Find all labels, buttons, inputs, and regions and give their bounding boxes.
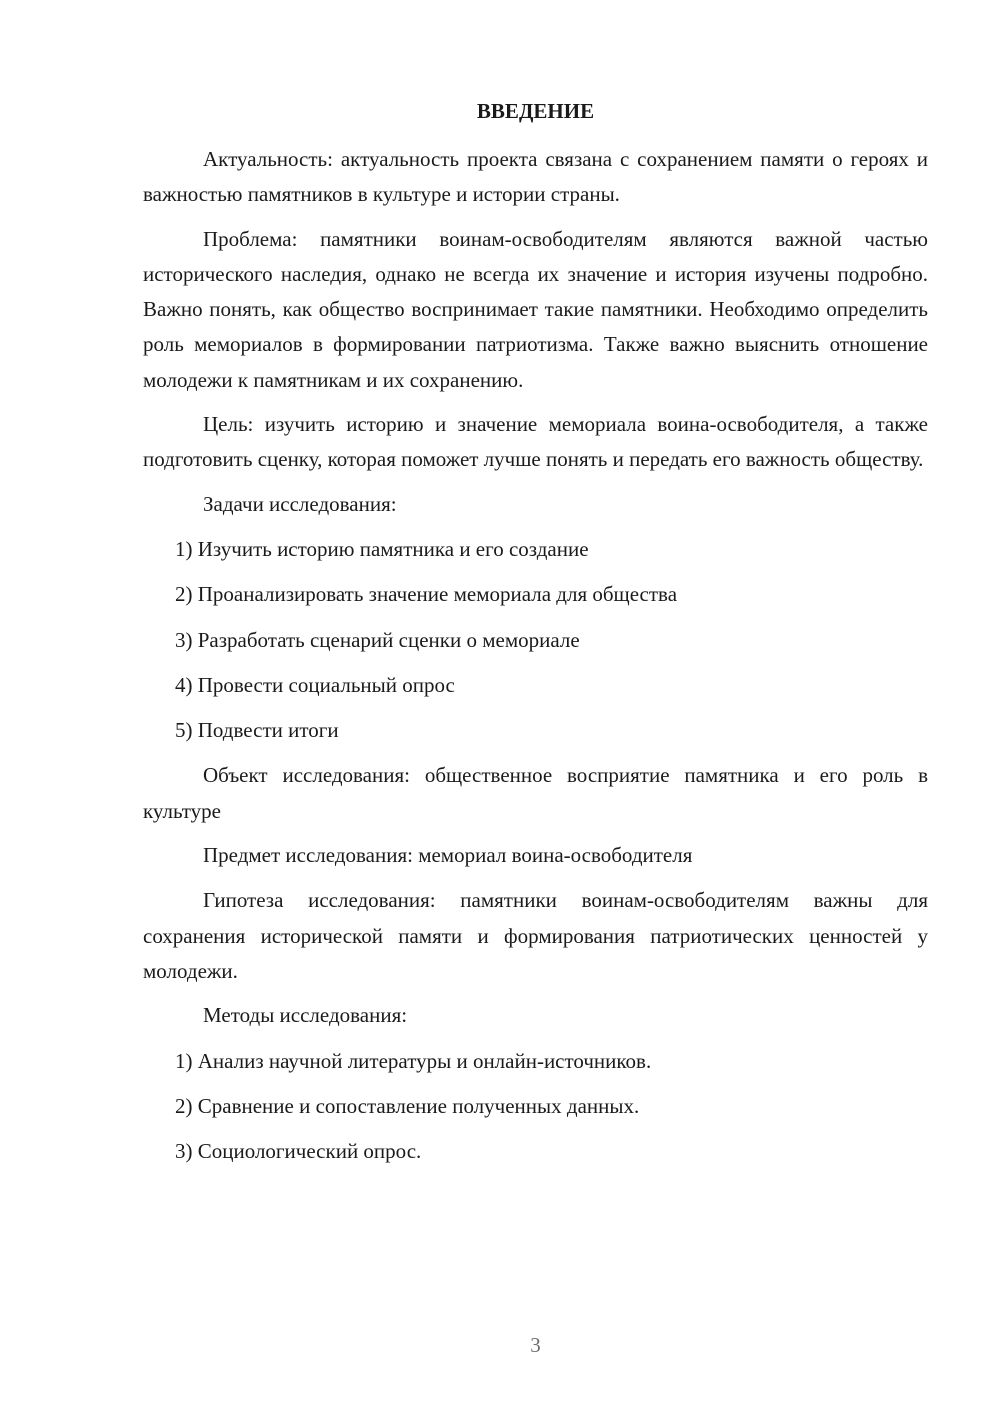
task-item: 5) Подвести итоги (175, 718, 339, 743)
method-item: 3) Социологический опрос. (175, 1139, 422, 1164)
methods-list (143, 1044, 928, 1170)
task-item: 3) Разработать сценарий сценки о мемориале (175, 627, 580, 652)
object-paragraph: Объект исследования: общественное восприятие памятника и его роль в культуре (143, 763, 928, 823)
body-text (143, 142, 928, 1179)
task-item: 2) Проанализировать значение мемориала для общества (175, 582, 678, 607)
task-item: 1) Изучить историю памятника и его создание (175, 536, 589, 561)
problem-paragraph: Проблема: памятники воинам-освободителям являются важной частью исторического наследия, однако не всегда их значение и история изучены подробно. Важно понять, как общество воспринимает такие памятники. Необходимо определить роль мемориалов в формировании патриотизма. Также важно выяснить отношение молодежи к памятникам и их сохранению. (143, 226, 928, 392)
task-item: 4) Провести социальный опрос (175, 672, 455, 697)
hypothesis-paragraph: Гипотеза исследования: памятники воинам-освободителям важны для сохранения исторической памяти и формирования патриотических ценностей у молодежи. (143, 888, 928, 983)
method-item: 2) Сравнение и сопоставление полученных данных. (175, 1093, 640, 1118)
subject-paragraph: Предмет исследования: мемориал воина-освободителя (203, 843, 693, 868)
methods-heading: Методы исследования: (203, 1003, 408, 1028)
tasks-list (143, 532, 928, 748)
goal-paragraph: Цель: изучить историю и значение мемориала воина-освободителя, а также подготовить сценку, которая поможет лучше понять и передать его важность обществу. (143, 412, 928, 472)
section-title: ВВЕДЕНИЕ (476, 99, 595, 123)
method-item: 1) Анализ научной литературы и онлайн-источников. (175, 1048, 652, 1073)
tasks-heading: Задачи исследования: (203, 491, 397, 516)
page-number: 3 (530, 1333, 541, 1357)
relevance-paragraph: Актуальность: актуальность проекта связана с сохранением памяти о героях и важностью памятников в культуре и истории страны. (143, 147, 928, 207)
